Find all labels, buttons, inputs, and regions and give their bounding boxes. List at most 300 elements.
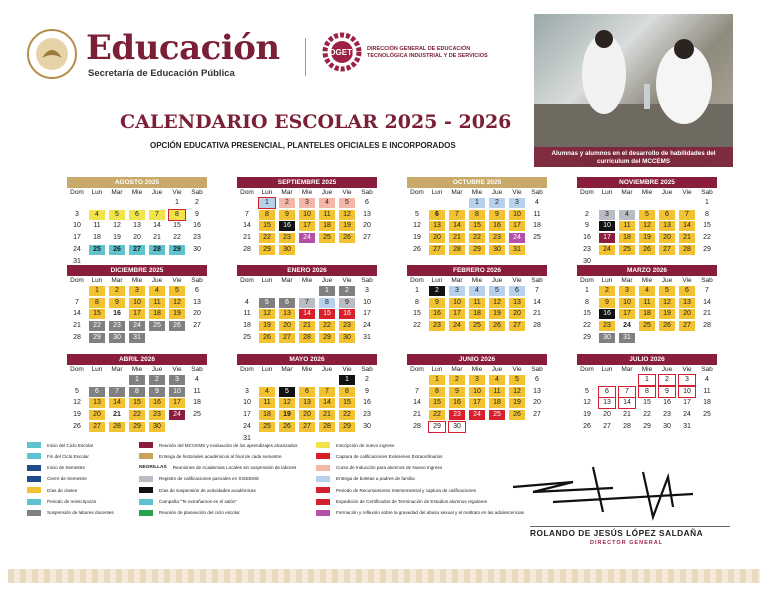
day-cell <box>507 232 527 244</box>
day-number: 18 <box>243 322 251 330</box>
day-number: 6 <box>679 286 695 296</box>
legend-item <box>139 452 282 460</box>
day-number: 9 <box>429 298 445 308</box>
day-cell <box>597 232 617 244</box>
legend-label: Inscripción de nuevo ingreso <box>336 442 395 448</box>
month-agosto-2025 <box>67 177 207 268</box>
legend-item <box>139 441 297 449</box>
day-cell <box>127 398 147 410</box>
day-number: 23 <box>663 411 671 419</box>
day-cell <box>357 409 377 421</box>
day-cell <box>257 232 277 244</box>
day-number: 28 <box>109 422 125 432</box>
day-number: 27 <box>533 411 541 419</box>
day-number: 9 <box>365 387 369 395</box>
legend-label: Entrega de historiales académicos al final de cada semestre <box>159 453 282 459</box>
day-cell <box>107 320 127 332</box>
day-cell <box>357 309 377 321</box>
day-cell <box>127 285 147 297</box>
day-number: 7 <box>299 298 315 308</box>
month-header: ABRIL 2026 <box>67 354 207 365</box>
day-number: 3 <box>169 375 185 385</box>
day-cell <box>317 409 337 421</box>
day-cell <box>487 197 507 209</box>
legend-swatch <box>27 499 41 505</box>
day-cell <box>317 320 337 332</box>
day-number: 16 <box>599 309 615 319</box>
empty-cell <box>677 197 697 209</box>
day-cell <box>507 244 527 256</box>
day-number: 27 <box>279 333 295 343</box>
day-number: 1 <box>89 286 105 296</box>
day-cell <box>187 398 207 410</box>
day-cell <box>107 209 127 221</box>
educacion-title: Educación <box>86 28 280 68</box>
empty-cell <box>617 197 637 209</box>
day-number: 21 <box>319 410 335 420</box>
day-number: 21 <box>449 233 465 243</box>
day-number: 28 <box>413 423 421 431</box>
day-cell <box>697 232 717 244</box>
day-number: 15 <box>319 309 335 319</box>
day-cell <box>407 386 427 398</box>
day-number: 26 <box>109 245 125 255</box>
day-number: 2 <box>585 210 589 218</box>
day-cell <box>167 244 187 256</box>
day-number: 2 <box>429 286 445 296</box>
day-cell <box>677 421 697 433</box>
empty-cell <box>257 285 277 297</box>
header-divider <box>305 38 306 76</box>
day-cell <box>357 374 377 386</box>
day-cell <box>147 386 167 398</box>
day-number: 9 <box>149 387 165 397</box>
day-number: 12 <box>413 222 421 230</box>
day-cell <box>67 386 87 398</box>
weekday-label: Vie <box>682 189 692 196</box>
day-number: 17 <box>599 233 615 243</box>
day-number: 23 <box>149 410 165 420</box>
day-number: 13 <box>363 210 371 218</box>
day-cell <box>617 398 637 410</box>
day-number: 9 <box>195 210 199 218</box>
day-cell <box>637 297 657 309</box>
weekday-label: Lun <box>431 366 443 373</box>
legend-item <box>27 464 85 472</box>
month-enero-2026 <box>237 265 377 344</box>
empty-cell <box>597 197 617 209</box>
day-number: 4 <box>469 286 485 296</box>
day-number: 14 <box>109 398 125 408</box>
month-febrero-2026 <box>407 265 547 332</box>
legend-item <box>139 509 240 517</box>
weekday-label: Lun <box>91 277 103 284</box>
day-cell <box>337 309 357 321</box>
day-cell <box>507 297 527 309</box>
empty-cell <box>577 197 597 209</box>
day-number: 31 <box>73 257 81 265</box>
lab-photo-illustration <box>534 14 733 147</box>
day-number: 24 <box>469 410 485 420</box>
day-cell <box>167 398 187 410</box>
day-cell <box>337 386 357 398</box>
day-cell <box>187 374 207 386</box>
day-number: 16 <box>149 398 165 408</box>
weekday-label: Jue <box>321 366 333 373</box>
legend-item <box>316 475 415 483</box>
day-cell <box>127 409 147 421</box>
day-number: 28 <box>449 245 465 255</box>
day-cell <box>447 320 467 332</box>
day-number: 30 <box>449 422 465 432</box>
weekday-label: Vie <box>342 189 352 196</box>
day-cell <box>317 221 337 233</box>
day-cell <box>257 309 277 321</box>
day-number: 17 <box>73 234 81 242</box>
month-header: MAYO 2026 <box>237 354 377 365</box>
day-cell <box>317 285 337 297</box>
day-number: 5 <box>75 387 79 395</box>
day-grid <box>67 374 207 433</box>
day-cell <box>167 297 187 309</box>
weekday-label: Dom <box>410 277 424 284</box>
day-cell <box>167 309 187 321</box>
day-cell <box>427 221 447 233</box>
day-number: 25 <box>319 233 335 243</box>
day-number: 12 <box>509 387 525 397</box>
day-cell <box>127 244 147 256</box>
empty-cell <box>597 374 617 386</box>
day-cell <box>697 398 717 410</box>
weekday-label: Sab <box>361 277 373 284</box>
legend-swatch <box>316 510 330 516</box>
day-cell <box>257 209 277 221</box>
empty-cell <box>577 374 597 386</box>
day-number: 2 <box>195 198 199 206</box>
day-number: 18 <box>193 399 201 407</box>
day-cell <box>447 297 467 309</box>
day-cell <box>507 285 527 297</box>
legend-swatch <box>316 453 330 459</box>
weekday-label: Jue <box>491 189 503 196</box>
day-cell <box>507 374 527 386</box>
day-grid <box>407 374 547 433</box>
day-cell <box>447 285 467 297</box>
legend-swatch <box>27 465 41 471</box>
day-cell <box>277 398 297 410</box>
day-cell <box>597 386 617 398</box>
day-number: 19 <box>73 411 81 419</box>
day-number: 23 <box>363 411 371 419</box>
weekday-header <box>237 188 377 197</box>
day-number: 20 <box>363 222 371 230</box>
legend-swatch <box>316 476 330 482</box>
day-number: 28 <box>703 322 711 330</box>
day-number: 29 <box>259 245 275 255</box>
day-number: 13 <box>679 298 695 308</box>
empty-cell <box>297 285 317 297</box>
day-cell <box>467 244 487 256</box>
day-cell <box>127 309 147 321</box>
day-cell <box>87 232 107 244</box>
day-cell <box>637 386 657 398</box>
day-cell <box>107 309 127 321</box>
signature-icon <box>493 462 733 522</box>
day-number: 24 <box>363 322 371 330</box>
day-cell <box>427 309 447 321</box>
weekday-label: Mie <box>471 277 483 284</box>
weekday-label: Dom <box>240 277 254 284</box>
day-cell <box>507 398 527 410</box>
legend-label: Expedición de Certificados de Terminación de Estudios alumnos regulares <box>336 499 488 504</box>
day-number: 12 <box>279 398 295 408</box>
day-number: 7 <box>319 387 335 397</box>
legend-swatch <box>27 510 41 516</box>
day-number: 29 <box>429 422 445 432</box>
day-cell <box>357 386 377 398</box>
day-cell <box>87 297 107 309</box>
day-cell <box>277 221 297 233</box>
day-number: 25 <box>533 234 541 242</box>
day-number: 8 <box>339 387 355 397</box>
weekday-label: Mar <box>621 366 633 373</box>
day-number: 24 <box>599 245 615 255</box>
day-cell <box>167 197 187 209</box>
day-number: 6 <box>279 298 295 308</box>
day-cell <box>677 409 697 421</box>
weekday-label: Jue <box>321 277 333 284</box>
day-cell <box>677 244 697 256</box>
month-abril-2026 <box>67 354 207 433</box>
day-cell <box>337 332 357 344</box>
day-cell <box>187 309 207 321</box>
day-cell <box>67 232 87 244</box>
legend-item <box>139 498 237 506</box>
weekday-label: Mar <box>621 189 633 196</box>
weekday-label: Dom <box>70 189 84 196</box>
day-cell <box>657 374 677 386</box>
day-number: 8 <box>639 387 655 397</box>
day-cell <box>127 221 147 233</box>
day-cell <box>447 309 467 321</box>
day-cell <box>677 374 697 386</box>
day-number: 14 <box>243 222 251 230</box>
day-cell <box>427 374 447 386</box>
day-cell <box>337 320 357 332</box>
day-cell <box>697 309 717 321</box>
day-cell <box>597 209 617 221</box>
day-cell <box>107 409 127 421</box>
day-cell <box>147 297 167 309</box>
day-cell <box>277 244 297 256</box>
day-number: 4 <box>149 286 165 296</box>
day-number: 15 <box>89 309 105 319</box>
day-number: 2 <box>449 375 465 385</box>
day-cell <box>297 421 317 433</box>
day-cell <box>357 197 377 209</box>
month-marzo-2026 <box>577 265 717 344</box>
day-cell <box>637 209 657 221</box>
day-number: 6 <box>509 286 525 296</box>
day-cell <box>337 297 357 309</box>
weekday-label: Vie <box>682 366 692 373</box>
weekday-label: Jue <box>661 366 673 373</box>
day-number: 29 <box>129 422 145 432</box>
day-number: 15 <box>469 221 485 231</box>
day-number: 8 <box>429 387 445 397</box>
day-number: 3 <box>75 210 79 218</box>
day-number: 7 <box>449 210 465 220</box>
day-cell <box>697 297 717 309</box>
day-cell <box>297 197 317 209</box>
day-cell <box>67 244 87 256</box>
day-cell <box>107 332 127 344</box>
day-number: 7 <box>535 286 539 294</box>
day-cell <box>67 332 87 344</box>
day-cell <box>577 320 597 332</box>
day-cell <box>527 386 547 398</box>
day-cell <box>167 221 187 233</box>
day-number: 2 <box>339 286 355 296</box>
day-cell <box>107 297 127 309</box>
day-cell <box>617 309 637 321</box>
day-number: 7 <box>679 210 695 220</box>
day-number: 4 <box>535 198 539 206</box>
day-number: 8 <box>585 298 589 306</box>
day-number: 7 <box>149 210 165 220</box>
day-number: 6 <box>195 286 199 294</box>
legend-item <box>316 486 476 494</box>
legend-label: Entrega de boletas a padres de familia <box>336 476 415 482</box>
legend-swatch <box>139 476 153 482</box>
day-cell <box>657 309 677 321</box>
day-number: 18 <box>149 309 165 319</box>
weekday-label: Vie <box>512 277 522 284</box>
day-cell <box>597 398 617 410</box>
day-cell <box>317 197 337 209</box>
legend-label: Registro de calificaciones parciales en SISEEMS <box>159 476 259 482</box>
day-number: 1 <box>339 375 355 385</box>
day-cell <box>427 409 447 421</box>
weekday-label: Sab <box>701 189 713 196</box>
day-cell <box>257 421 277 433</box>
day-number: 20 <box>533 399 541 407</box>
day-cell <box>357 285 377 297</box>
day-cell <box>597 320 617 332</box>
day-cell <box>237 409 257 421</box>
day-number: 22 <box>173 234 181 242</box>
day-number: 16 <box>193 222 201 230</box>
day-number: 17 <box>169 398 185 408</box>
day-cell <box>657 297 677 309</box>
day-number: 15 <box>173 222 181 230</box>
weekday-label: Mar <box>621 277 633 284</box>
day-cell <box>277 320 297 332</box>
legend-swatch <box>27 487 41 493</box>
weekday-label: Dom <box>70 366 84 373</box>
legend-label: Campaña "Te extrañamos en el salón" <box>159 499 238 504</box>
day-cell <box>237 297 257 309</box>
day-number: 11 <box>259 398 275 408</box>
day-cell <box>467 309 487 321</box>
month-header: ENERO 2026 <box>237 265 377 276</box>
day-cell <box>237 332 257 344</box>
day-cell <box>277 297 297 309</box>
day-number: 8 <box>169 210 185 220</box>
day-number: 13 <box>533 387 541 395</box>
day-cell <box>167 209 187 221</box>
day-cell <box>87 285 107 297</box>
day-number: 3 <box>619 286 635 296</box>
day-number: 26 <box>259 333 275 343</box>
day-number: 29 <box>169 245 185 255</box>
day-cell <box>407 244 427 256</box>
photo-caption-line-1: Alumnas y alumnos en el desarrollo de habilidades del <box>551 150 716 157</box>
day-cell <box>297 386 317 398</box>
day-cell <box>337 421 357 433</box>
day-cell <box>87 221 107 233</box>
day-cell <box>357 297 377 309</box>
day-cell <box>487 244 507 256</box>
day-number: 28 <box>73 334 81 342</box>
weekday-label: Lun <box>431 277 443 284</box>
weekday-label: Dom <box>580 189 594 196</box>
day-cell <box>67 320 87 332</box>
day-cell <box>237 232 257 244</box>
day-cell <box>87 332 107 344</box>
day-cell <box>657 209 677 221</box>
day-number: 21 <box>73 322 81 330</box>
day-number: 3 <box>599 210 615 220</box>
day-number: 26 <box>279 422 295 432</box>
day-cell <box>427 244 447 256</box>
day-cell <box>637 232 657 244</box>
day-cell <box>597 421 617 433</box>
day-number: 26 <box>583 423 591 431</box>
day-number: 4 <box>195 375 199 383</box>
day-cell <box>597 244 617 256</box>
day-cell <box>127 374 147 386</box>
day-cell <box>427 320 447 332</box>
day-cell <box>257 297 277 309</box>
day-cell <box>427 421 447 433</box>
day-cell <box>127 386 147 398</box>
day-number: 15 <box>643 399 651 407</box>
day-cell <box>317 332 337 344</box>
day-cell <box>507 197 527 209</box>
day-number: 6 <box>365 198 369 206</box>
day-cell <box>257 244 277 256</box>
day-number: 1 <box>415 286 419 294</box>
month-noviembre-2025 <box>577 177 717 268</box>
month-header: DICIEMBRE 2025 <box>67 265 207 276</box>
day-number: 14 <box>413 399 421 407</box>
day-number: 11 <box>619 221 635 231</box>
day-cell <box>257 386 277 398</box>
day-number: 16 <box>449 398 465 408</box>
day-number: 6 <box>89 387 105 397</box>
day-number: 21 <box>153 234 161 242</box>
day-cell <box>257 320 277 332</box>
month-octubre-2025 <box>407 177 547 256</box>
day-number: 24 <box>299 233 315 243</box>
day-number: 30 <box>279 245 295 255</box>
weekday-label: Mie <box>131 277 143 284</box>
day-cell <box>277 421 297 433</box>
day-grid <box>577 197 717 268</box>
day-cell <box>447 221 467 233</box>
legend-label: Inicio de Semestre <box>47 465 86 471</box>
